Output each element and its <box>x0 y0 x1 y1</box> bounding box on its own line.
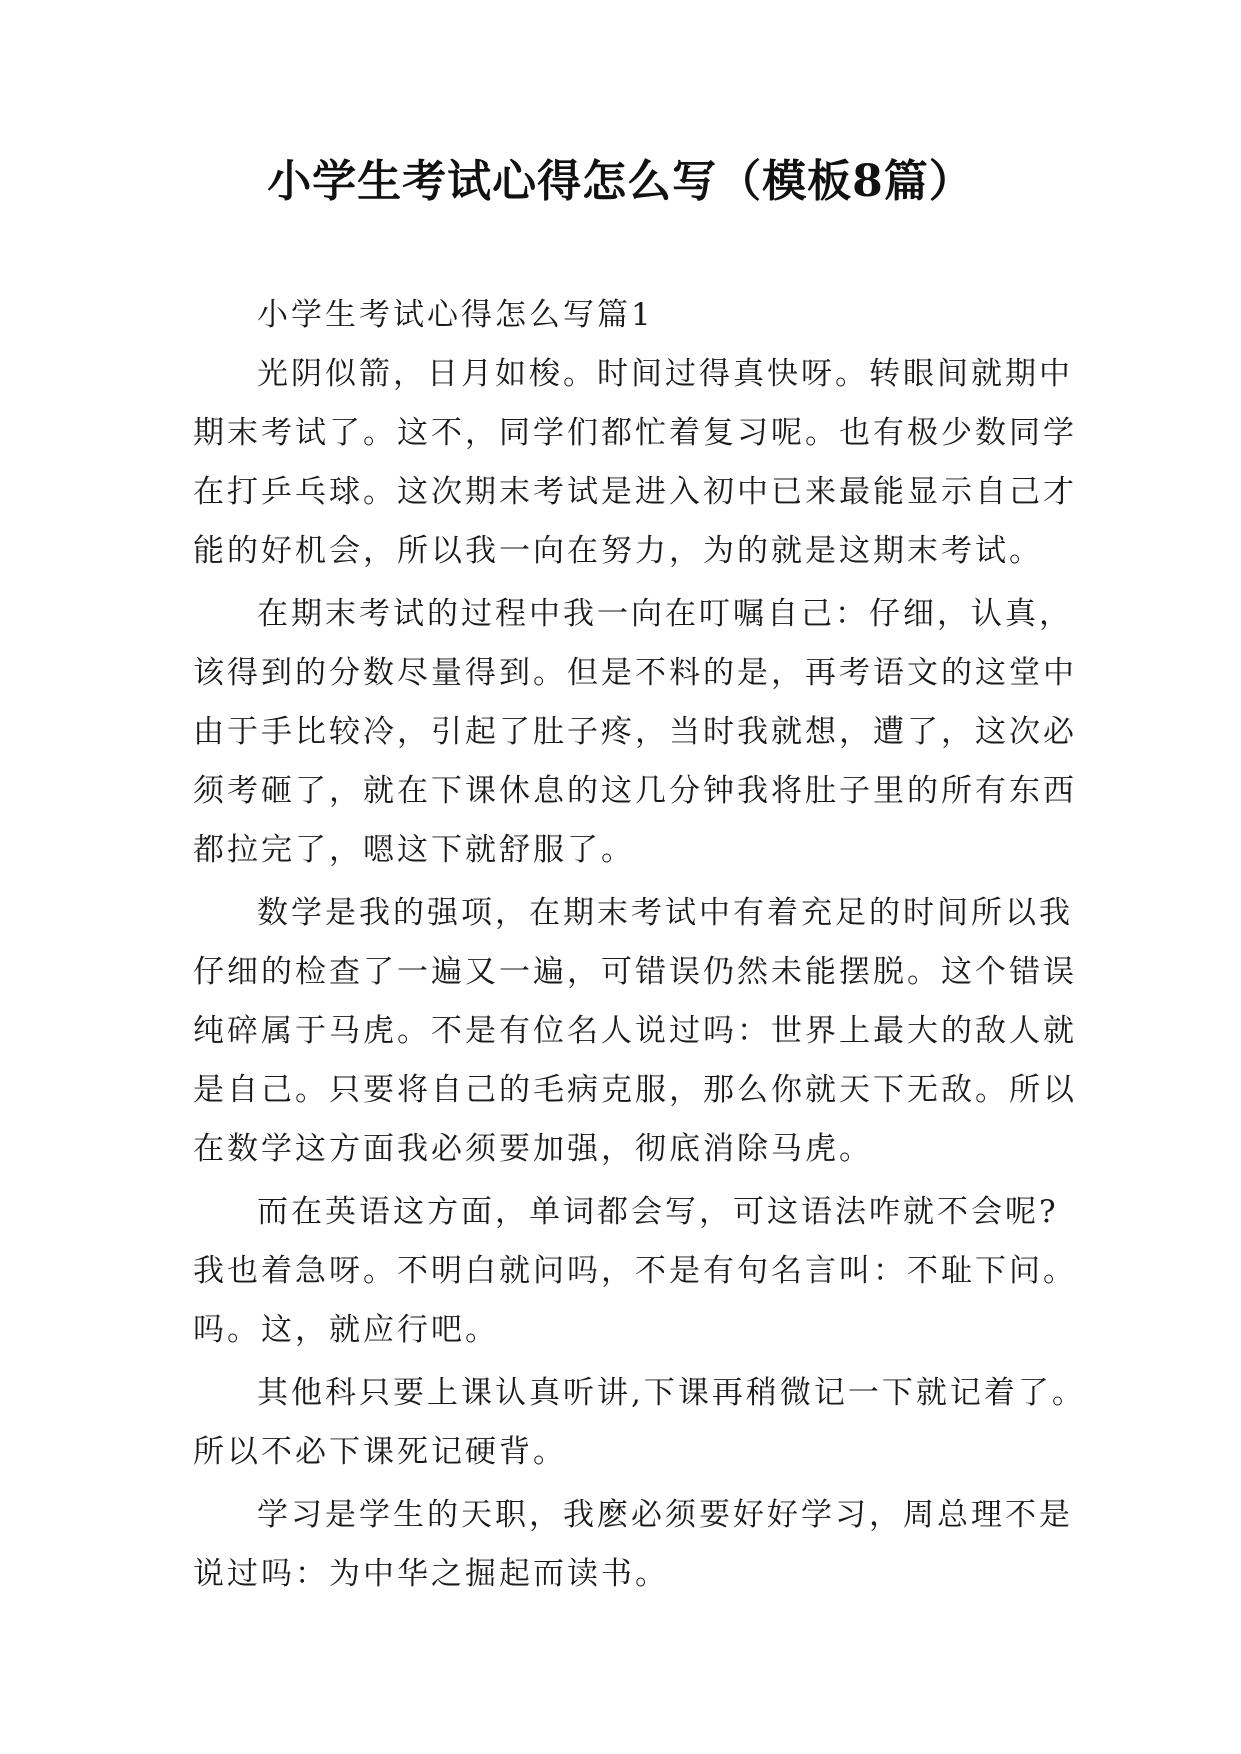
paragraph <box>193 884 1077 1179</box>
paragraph <box>193 1486 1073 1604</box>
paragraph-line: 说过吗：为中华之掘起而读书。 <box>193 1556 669 1592</box>
paragraph-line: 都拉完了，嗯这下就舒服了。 <box>193 832 635 868</box>
paragraph <box>193 1364 1086 1482</box>
paragraph-line: 在期末考试的过程中我一向在叮嘱自己：仔细，认真， <box>257 596 1073 632</box>
paragraph <box>193 345 1077 581</box>
paragraph <box>193 1183 1077 1360</box>
section-heading: 小学生考试心得怎么写篇1 <box>257 297 654 333</box>
document-title: 小学生考试心得怎么写（模板8篇） <box>267 156 974 207</box>
paragraph-line: 在打乒乓球。这次期末考试是进入初中已来最能显示自己才 <box>193 474 1077 510</box>
paragraph-line: 是自己。只要将自己的毛病克服，那么你就天下无敌。所以 <box>193 1072 1077 1108</box>
paragraph-line: 能的好机会，所以我一向在努力，为的就是这期末考试。 <box>193 533 1043 569</box>
paragraph-line: 由于手比较冷，引起了肚子疼，当时我就想，遭了，这次必 <box>193 714 1077 750</box>
paragraph-line: 该得到的分数尽量得到。但是不料的是，再考语文的这堂中 <box>193 655 1077 691</box>
paragraph-line: 其他科只要上课认真听讲,下课再稍微记一下就记着了。 <box>257 1375 1086 1411</box>
paragraph-line: 在数学这方面我必须要加强，彻底消除马虎。 <box>193 1131 873 1167</box>
paragraph-line: 所以不必下课死记硬背。 <box>193 1434 567 1470</box>
paragraph-line: 须考砸了，就在下课休息的这几分钟我将肚子里的所有东西 <box>193 773 1077 809</box>
document-body <box>193 286 1086 1608</box>
paragraph-line: 吗。这，就应行吧。 <box>193 1312 499 1348</box>
paragraph-line: 纯碎属于马虎。不是有位名人说过吗：世界上最大的敌人就 <box>193 1013 1077 1049</box>
paragraph-line: 数学是我的强项，在期末考试中有着充足的时间所以我 <box>257 895 1073 931</box>
paragraph-line: 光阴似箭，日月如梭。时间过得真快呀。转眼间就期中 <box>257 356 1073 392</box>
paragraph-line: 我也着急呀。不明白就问吗，不是有句名言叫：不耻下问。 <box>193 1253 1077 1289</box>
paragraph-line: 期末考试了。这不，同学们都忙着复习呢。也有极少数同学 <box>193 415 1077 451</box>
paragraph <box>193 585 1077 880</box>
paragraph-line: 学习是学生的天职，我麽必须要好好学习，周总理不是 <box>257 1497 1073 1533</box>
paragraph-line: 而在英语这方面，单词都会写，可这语法咋就不会呢? <box>257 1194 1059 1230</box>
paragraph-line: 仔细的检查了一遍又一遍，可错误仍然未能摆脱。这个错误 <box>193 954 1077 990</box>
